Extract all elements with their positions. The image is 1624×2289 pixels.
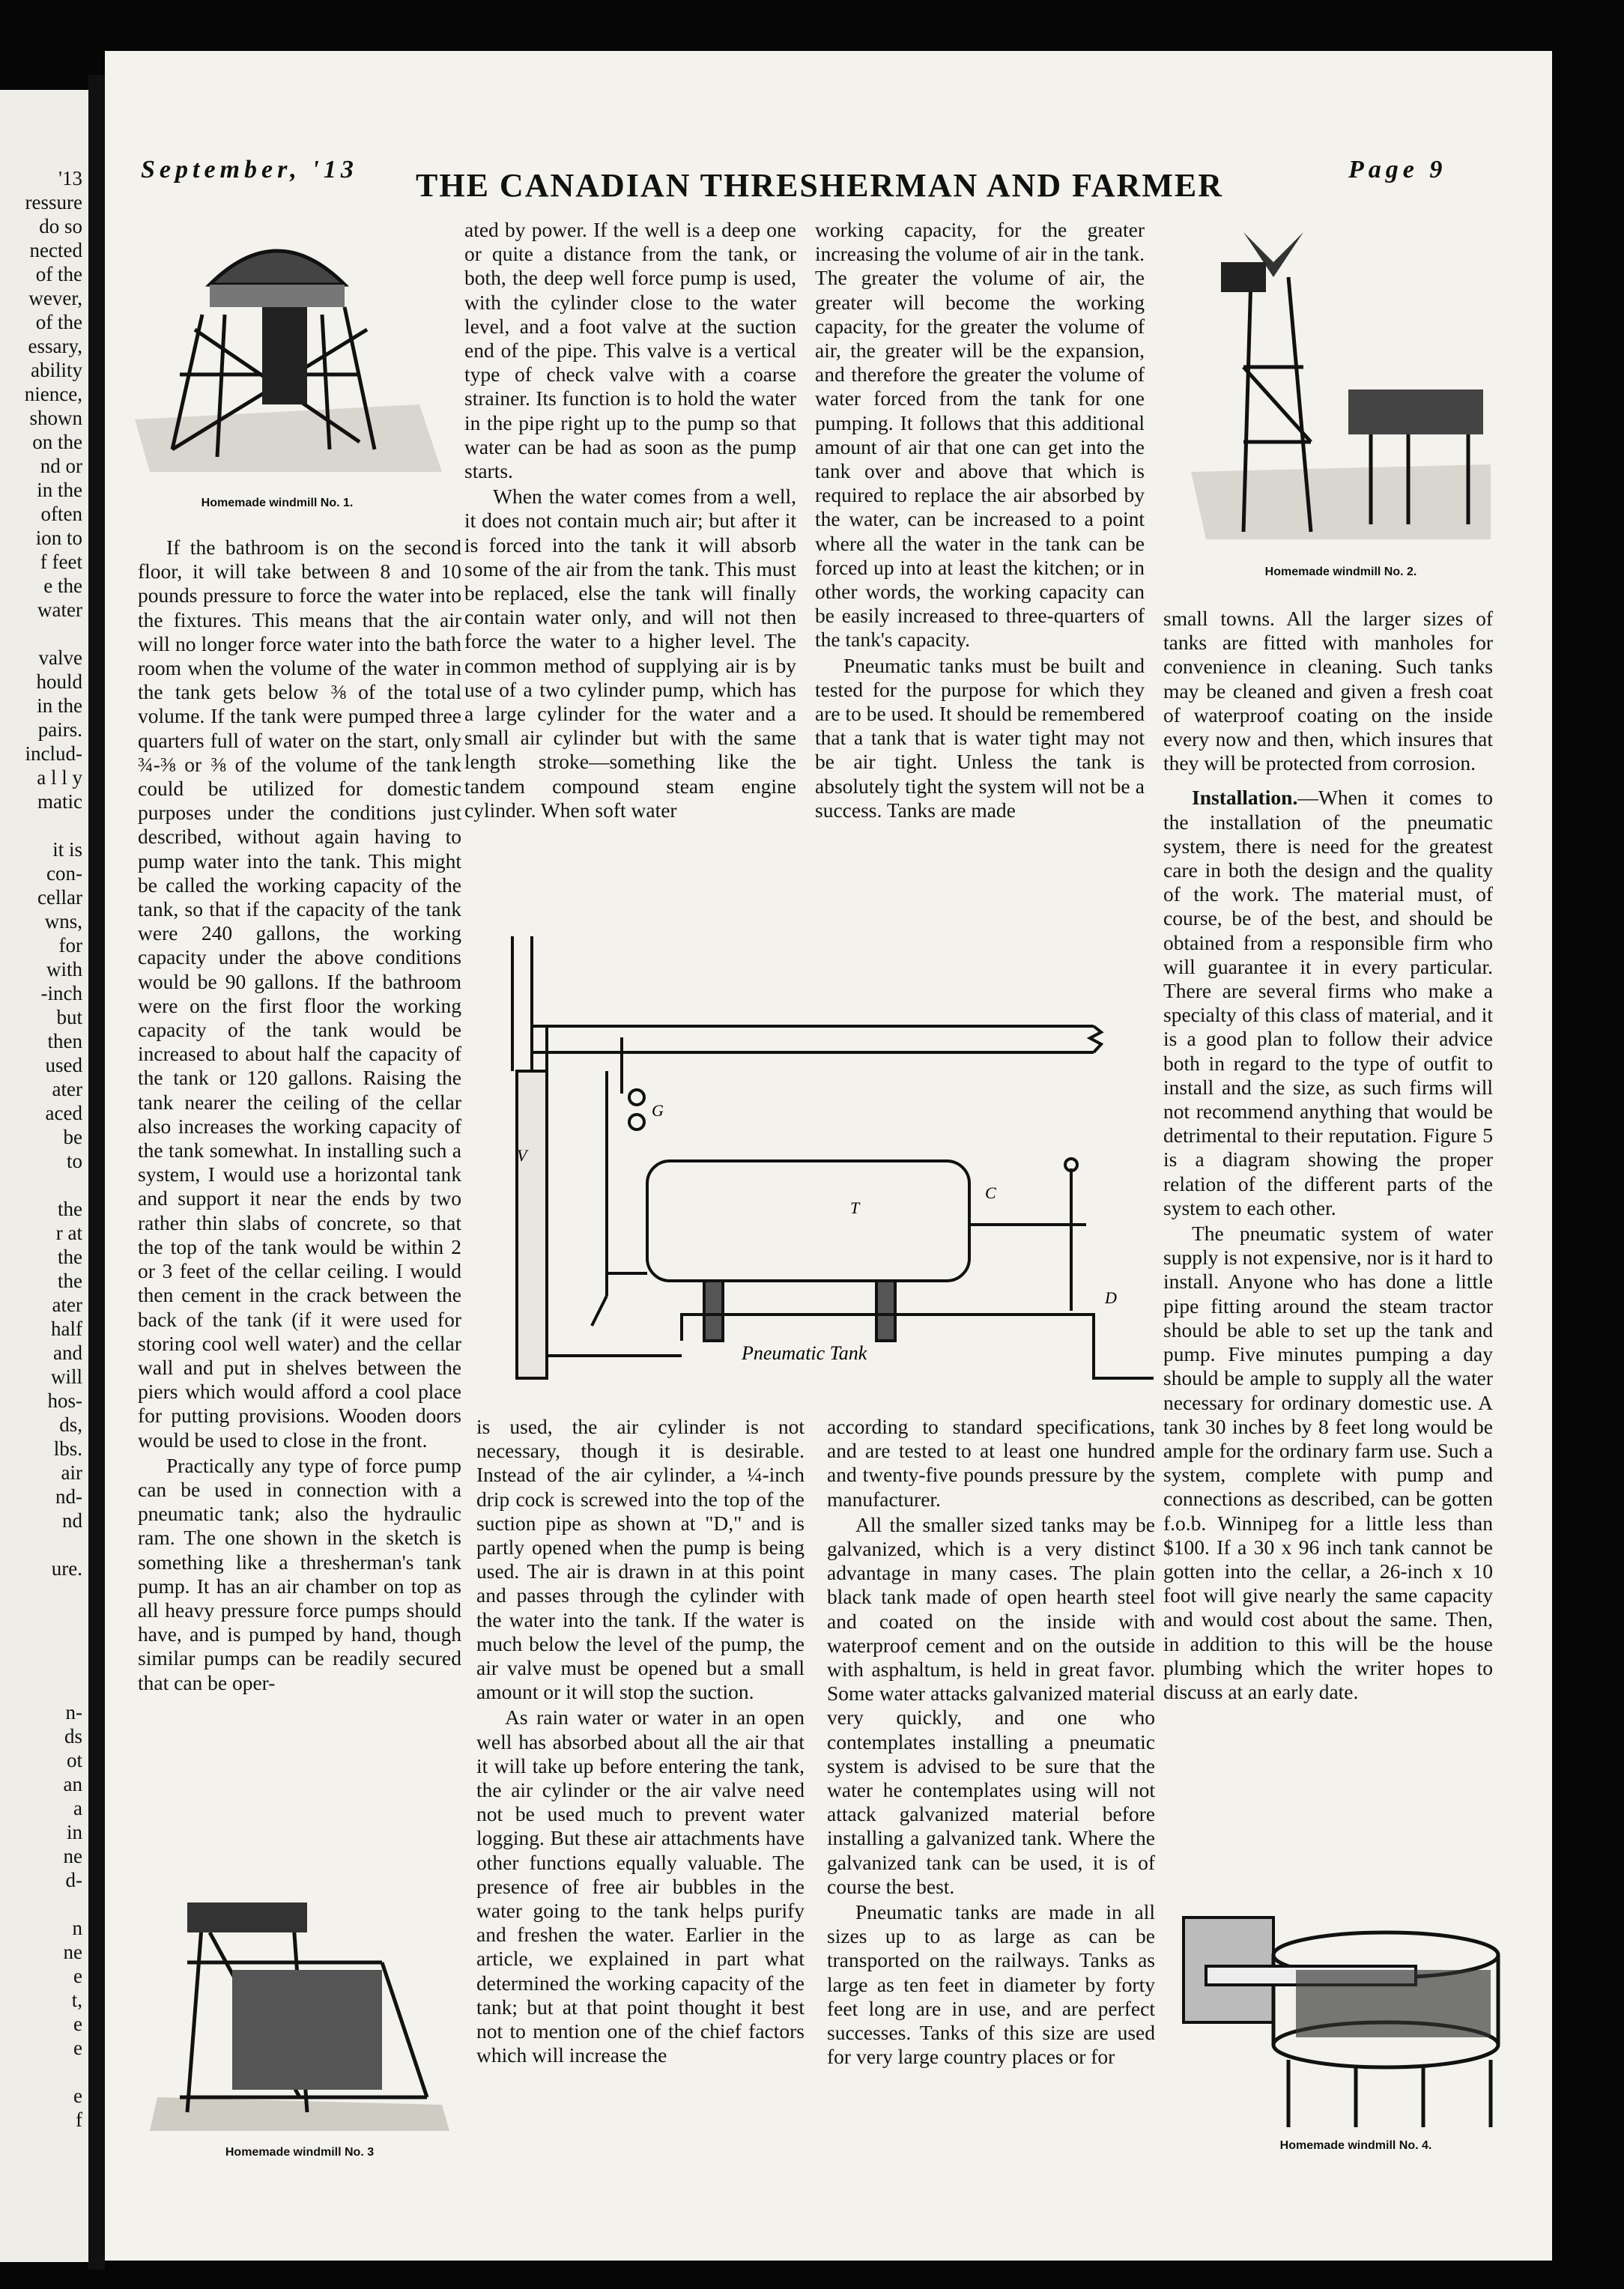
edge-text-line: nd-	[55, 1485, 82, 1508]
edge-text-line: it is	[52, 838, 82, 861]
edge-text-line: a l l y	[37, 766, 82, 789]
edge-text-line: and	[53, 1341, 82, 1364]
edge-text-line: essary,	[28, 335, 82, 357]
edge-text-line: often	[40, 503, 82, 525]
windmill-4-illustration	[1176, 1910, 1506, 2135]
column-3-top	[815, 218, 1145, 824]
edge-text-line: in the	[37, 479, 82, 501]
installation-heading: Installation.	[1192, 786, 1298, 810]
edge-text-line: in the	[37, 694, 82, 717]
edge-text-line: be	[63, 1126, 82, 1148]
edge-text-line: aced	[45, 1102, 82, 1124]
masthead: THE CANADIAN THRESHERMAN AND FARMER	[416, 167, 1223, 204]
edge-text-line: water	[37, 598, 82, 621]
edge-text-line: do so	[39, 215, 82, 237]
edge-text-line: ater	[52, 1294, 82, 1316]
edge-text-line: will	[50, 1365, 82, 1388]
windmill-4-caption: Homemade windmill No. 4.	[1279, 2139, 1432, 2152]
edge-text-line: the	[58, 1198, 82, 1220]
windmill-1-illustration	[120, 225, 449, 494]
edge-text-line: e the	[43, 574, 82, 597]
edge-text-line: ability	[31, 359, 82, 381]
windmill-2-illustration	[1184, 217, 1498, 562]
edge-text-line: n-	[65, 1701, 82, 1723]
edge-text-line: hould	[36, 670, 82, 693]
edge-text-line: con-	[46, 862, 82, 885]
paragraph-installation	[1163, 786, 1493, 1220]
edge-text-line: ds	[64, 1725, 82, 1747]
edge-text-line: a	[73, 1797, 82, 1819]
windmill-2-caption: Homemade windmill No. 2.	[1264, 566, 1417, 578]
paragraph: The pneumatic system of water supply is not expensive, nor is it hard to install. Anyone who has done a little pipe fitting around the steam tractor should be able to set up the tank and pump. Five minutes pumping a day should be ample to supply all the water necessary for ordinary domestic use. A tank 30 inches by 8 feet long would be ample for the ordinary farm use. Such a system, complete with pump and connections as described, can be gotten f.o.b. Winnipeg for a little less than $100. If a 30 x 96 inch tank cannot be gotten into the cellar, a 26-inch x 10 foot will give nearly the same capacity and would cost about the same. Then, in addition to this will be the house plumbing which the writer hopes to discuss at an early date.	[1163, 1222, 1493, 1703]
edge-text-line: to	[66, 1150, 82, 1172]
column-1	[138, 536, 461, 1697]
edge-text-line: air	[61, 1461, 82, 1484]
paragraph: ated by power. If the well is a deep one or quite a distance from the tank, or both, the deep well force pump is used, with the cylinder close to the water level, and a foot valve at the suction end of the pipe. This valve is a vertical type of check valve with a coarse strainer. Its function is to hold the water in the pipe right up to the pump so that water can be had as soon as the pump starts.	[464, 218, 796, 483]
edge-text-line: nd	[62, 1509, 82, 1532]
edge-text-line: e	[73, 2013, 82, 2035]
edge-text-line: of the	[35, 311, 82, 333]
label-g: G	[652, 1101, 664, 1120]
edge-text-line: wns,	[44, 910, 82, 933]
binding-gutter	[88, 75, 105, 2270]
edge-text-line: cellar	[37, 886, 82, 909]
paragraph: As rain water or water in an open well has absorbed about all the air that it will take up before entering the tank, the air cylinder or the air valve need not be used much to prevent water logging. But these air attachments have other functions equally valuable. The presence of free air bubbles in the water going to the tank helps purify and freshen the water. Earlier in the article, we explained in part what determined the working capacity of the tank; but at that point thought it best not to mention one of the chief factors which will increase the	[476, 1706, 805, 2067]
label-v: V	[517, 1146, 527, 1165]
edge-text-line: ure.	[51, 1557, 82, 1580]
paragraph: is used, the air cylinder is not necessary, though it is desirable. Instead of the air cylinder, a ¼-inch drip cock is screwed into the top of the suction pipe as shown at "D," and is partly opened when the pump is being used. The air is drawn in at this point and passes through the cylinder with the water into the tank. If the water is much below the level of the pump, the air valve must be opened but a small amount or it will stop the suction.	[476, 1415, 805, 1704]
paragraph: according to standard specifications, and are tested to at least one hundred and twenty-five pounds pressure by the manufacturer.	[827, 1415, 1155, 1511]
edge-text-line: r at	[55, 1222, 82, 1244]
pneumatic-tank-diagram	[494, 921, 1154, 1393]
edge-text-line: pairs.	[37, 718, 82, 741]
edge-text-line: f	[76, 2108, 82, 2131]
column-3-bottom	[827, 1415, 1155, 2070]
label-d: D	[1105, 1288, 1117, 1307]
edge-text-line: for	[58, 934, 82, 956]
edge-text-line: in	[66, 1821, 82, 1843]
edge-text-line: t,	[71, 1989, 82, 2011]
edge-text-line: ds,	[59, 1413, 82, 1436]
edge-text-line: ne	[63, 1941, 82, 1963]
edge-text-line: ne	[63, 1845, 82, 1867]
edge-text-line: e	[73, 2037, 82, 2059]
paragraph: Pneumatic tanks are made in all sizes up to as large as can be transported on the railways. Tanks as large as ten feet in diameter by forty feet long are in use, and are perfect successes. Tanks of this size are used for very large country places or for	[827, 1900, 1155, 2069]
installation-body: —When it comes to the installation of the pneumatic system, there is need for the greatest care in both the design and the quality of the work. The material must, of course, be of the best, and should be obtained from a responsible firm who will guarantee it in every particular. There are several firms who make a specialty of this class of material, and it is a good plan to follow their advice both in regard to the type of outfit to install and the size, as such firms will not recommend anything that would be detrimental to their reputation. Figure 5 is a diagram showing the proper relation of the different parts of the system to each other.	[1163, 786, 1493, 1219]
paragraph: small towns. All the larger sizes of tanks are fitted with manholes for convenience in cleaning. Such tanks may be cleaned and given a fresh coat of waterproof coating on the inside every now and then, which insures that they will be protected from corrosion.	[1163, 607, 1493, 775]
edge-text-line: ion to	[35, 527, 82, 549]
paragraph: Pneumatic tanks must be built and tested for the purpose for which they are to be used. It should be remembered that a tank that is water tight may not be air tight. Unless the tank is absolutely tight the system will not be a success. Tanks are made	[815, 653, 1145, 822]
edge-text-line: half	[51, 1318, 82, 1340]
paragraph: Practically any type of force pump can be used in connection with a pneumatic tank; also the hydraulic ram. The one shown in the sketch is something like a thresherman's tank pump. It has an air chamber on top as all heavy pressure force pumps should have, and is pumped by hand, though similar pumps can be readily secured that can be oper-	[138, 1453, 461, 1694]
edge-text-line: but	[56, 1006, 82, 1028]
edge-text-line: valve	[38, 646, 82, 669]
edge-text-line: n	[72, 1917, 82, 1939]
edge-text-line: -inch	[40, 982, 82, 1004]
windmill-3-illustration	[142, 1873, 457, 2142]
edge-text-line: e	[73, 2085, 82, 2107]
edge-text-line: the	[58, 1270, 82, 1292]
edge-text-line: ot	[66, 1749, 82, 1771]
edge-text-line: ressure	[25, 191, 82, 213]
edge-text-line: the	[58, 1246, 82, 1268]
edge-text-line: '13	[58, 167, 82, 190]
label-t: T	[850, 1198, 860, 1217]
edge-text-line: nected	[29, 239, 82, 261]
column-4	[1163, 607, 1493, 1706]
issue-date: September, '13	[141, 156, 358, 184]
label-c: C	[985, 1183, 996, 1202]
edge-text-line: f feet	[40, 551, 82, 573]
edge-text-line: nd or	[40, 455, 82, 477]
edge-text-line: nience,	[24, 383, 82, 405]
tank-label: Pneumatic Tank	[742, 1342, 867, 1364]
edge-text-line: then	[47, 1030, 82, 1052]
edge-text-line: d-	[65, 1869, 82, 1891]
edge-text-line: of the	[35, 263, 82, 285]
paragraph: All the smaller sized tanks may be galvanized, which is a very distinct advantage in many cases. The plain black tank made of open hearth steel and coated on the inside with waterproof cement and on the outside with asphaltum, is held in great favor. Some water attacks galvanized material very quickly, and one who contemplates installing a pneumatic system is advised to be sure that the water he contemplates using will not attack galvanized material before installing a galvanized tank. Where the galvanized tank can be used, it is of course the best.	[827, 1512, 1155, 1898]
page-number: Page 9	[1348, 156, 1447, 184]
paragraph: working capacity, for the greater increasing the volume of air in the tank. The greater the volume of air, the greater will become the working capacity, for the greater the volume of air, the greater will be the expansion, and therefore the greater the volume of water forced from the tank for one pumping. It follows that this additional amount of air that one can get into the tank over and above that which is required to replace the air absorbed by the water, can be increased to a point where all the water in the tank can be forced up into at least the kitchen; or in other words, the working capacity can be easily increased to three-quarters of the tank's capacity.	[815, 218, 1145, 652]
paragraph: When the water comes from a well, it does not contain much air; but after it is forced into the tank it will absorb some of the air from the tank. This must be replaced, else the tank will finally contain water only, and will not then force the water to a higher level. The common method of supplying air is by use of a two cylinder pump, which has a large cylinder for the water and a small air cylinder but with the same length stroke—something like the tandem compound steam engine cylinder. When soft water	[464, 485, 796, 822]
edge-text-line: lbs.	[53, 1437, 82, 1460]
column-2-bottom	[476, 1415, 805, 2069]
edge-text-line: used	[45, 1054, 82, 1076]
edge-text-line: shown	[29, 407, 82, 429]
edge-text-line: e	[73, 1965, 82, 1987]
column-2-top	[464, 218, 796, 824]
edge-text-line: matic	[37, 790, 82, 813]
windmill-1-caption: Homemade windmill No. 1.	[201, 497, 354, 509]
windmill-3-caption: Homemade windmill No. 3	[225, 2146, 375, 2159]
edge-text-line: hos-	[47, 1389, 82, 1412]
edge-text-line: on the	[32, 431, 82, 453]
edge-text-line: an	[63, 1773, 82, 1795]
paragraph: If the bathroom is on the second floor, it will take between 8 and 10 pounds pressure to force the water into the fixtures. This means that the air will no longer force water into the bath room when the volume of the water in the tank gets below ⅜ of the total volume. If the tank were pumped three quarters full of water on the start, only ¾-⅜ or ⅜ of the volume of the tank could be utilized for domestic purposes under the conditions just described, without again having to pump water into the tank. This might be called the working capacity of the tank, so that if the capacity of the tank were 240 gallons, the working capacity under the above conditions would be 90 gallons. If the bathroom were on the first floor the working capacity of the tank would be increased to about half the capacity of the tank or 120 gallons. Raising the tank nearer the ceiling of the cellar also increases the working capacity of the tank somewhat. In installing such a system, I would use a horizontal tank and support it near the ends by two rather thin slabs of concrete, so that the top of the tank would be within 2 or 3 feet of the cellar ceiling. I would then cement in the crack between the back of the tank (if it were used for storing cool well water) and the cellar wall and put in shelves between the piers which would afford a cool place for putting provisions. Wooden doors would be used to close in the front.	[138, 536, 461, 1452]
edge-text-line: wever,	[28, 287, 82, 309]
edge-text-line: ater	[52, 1078, 82, 1100]
edge-text-line: includ-	[25, 742, 82, 765]
edge-text-line: with	[46, 958, 82, 980]
